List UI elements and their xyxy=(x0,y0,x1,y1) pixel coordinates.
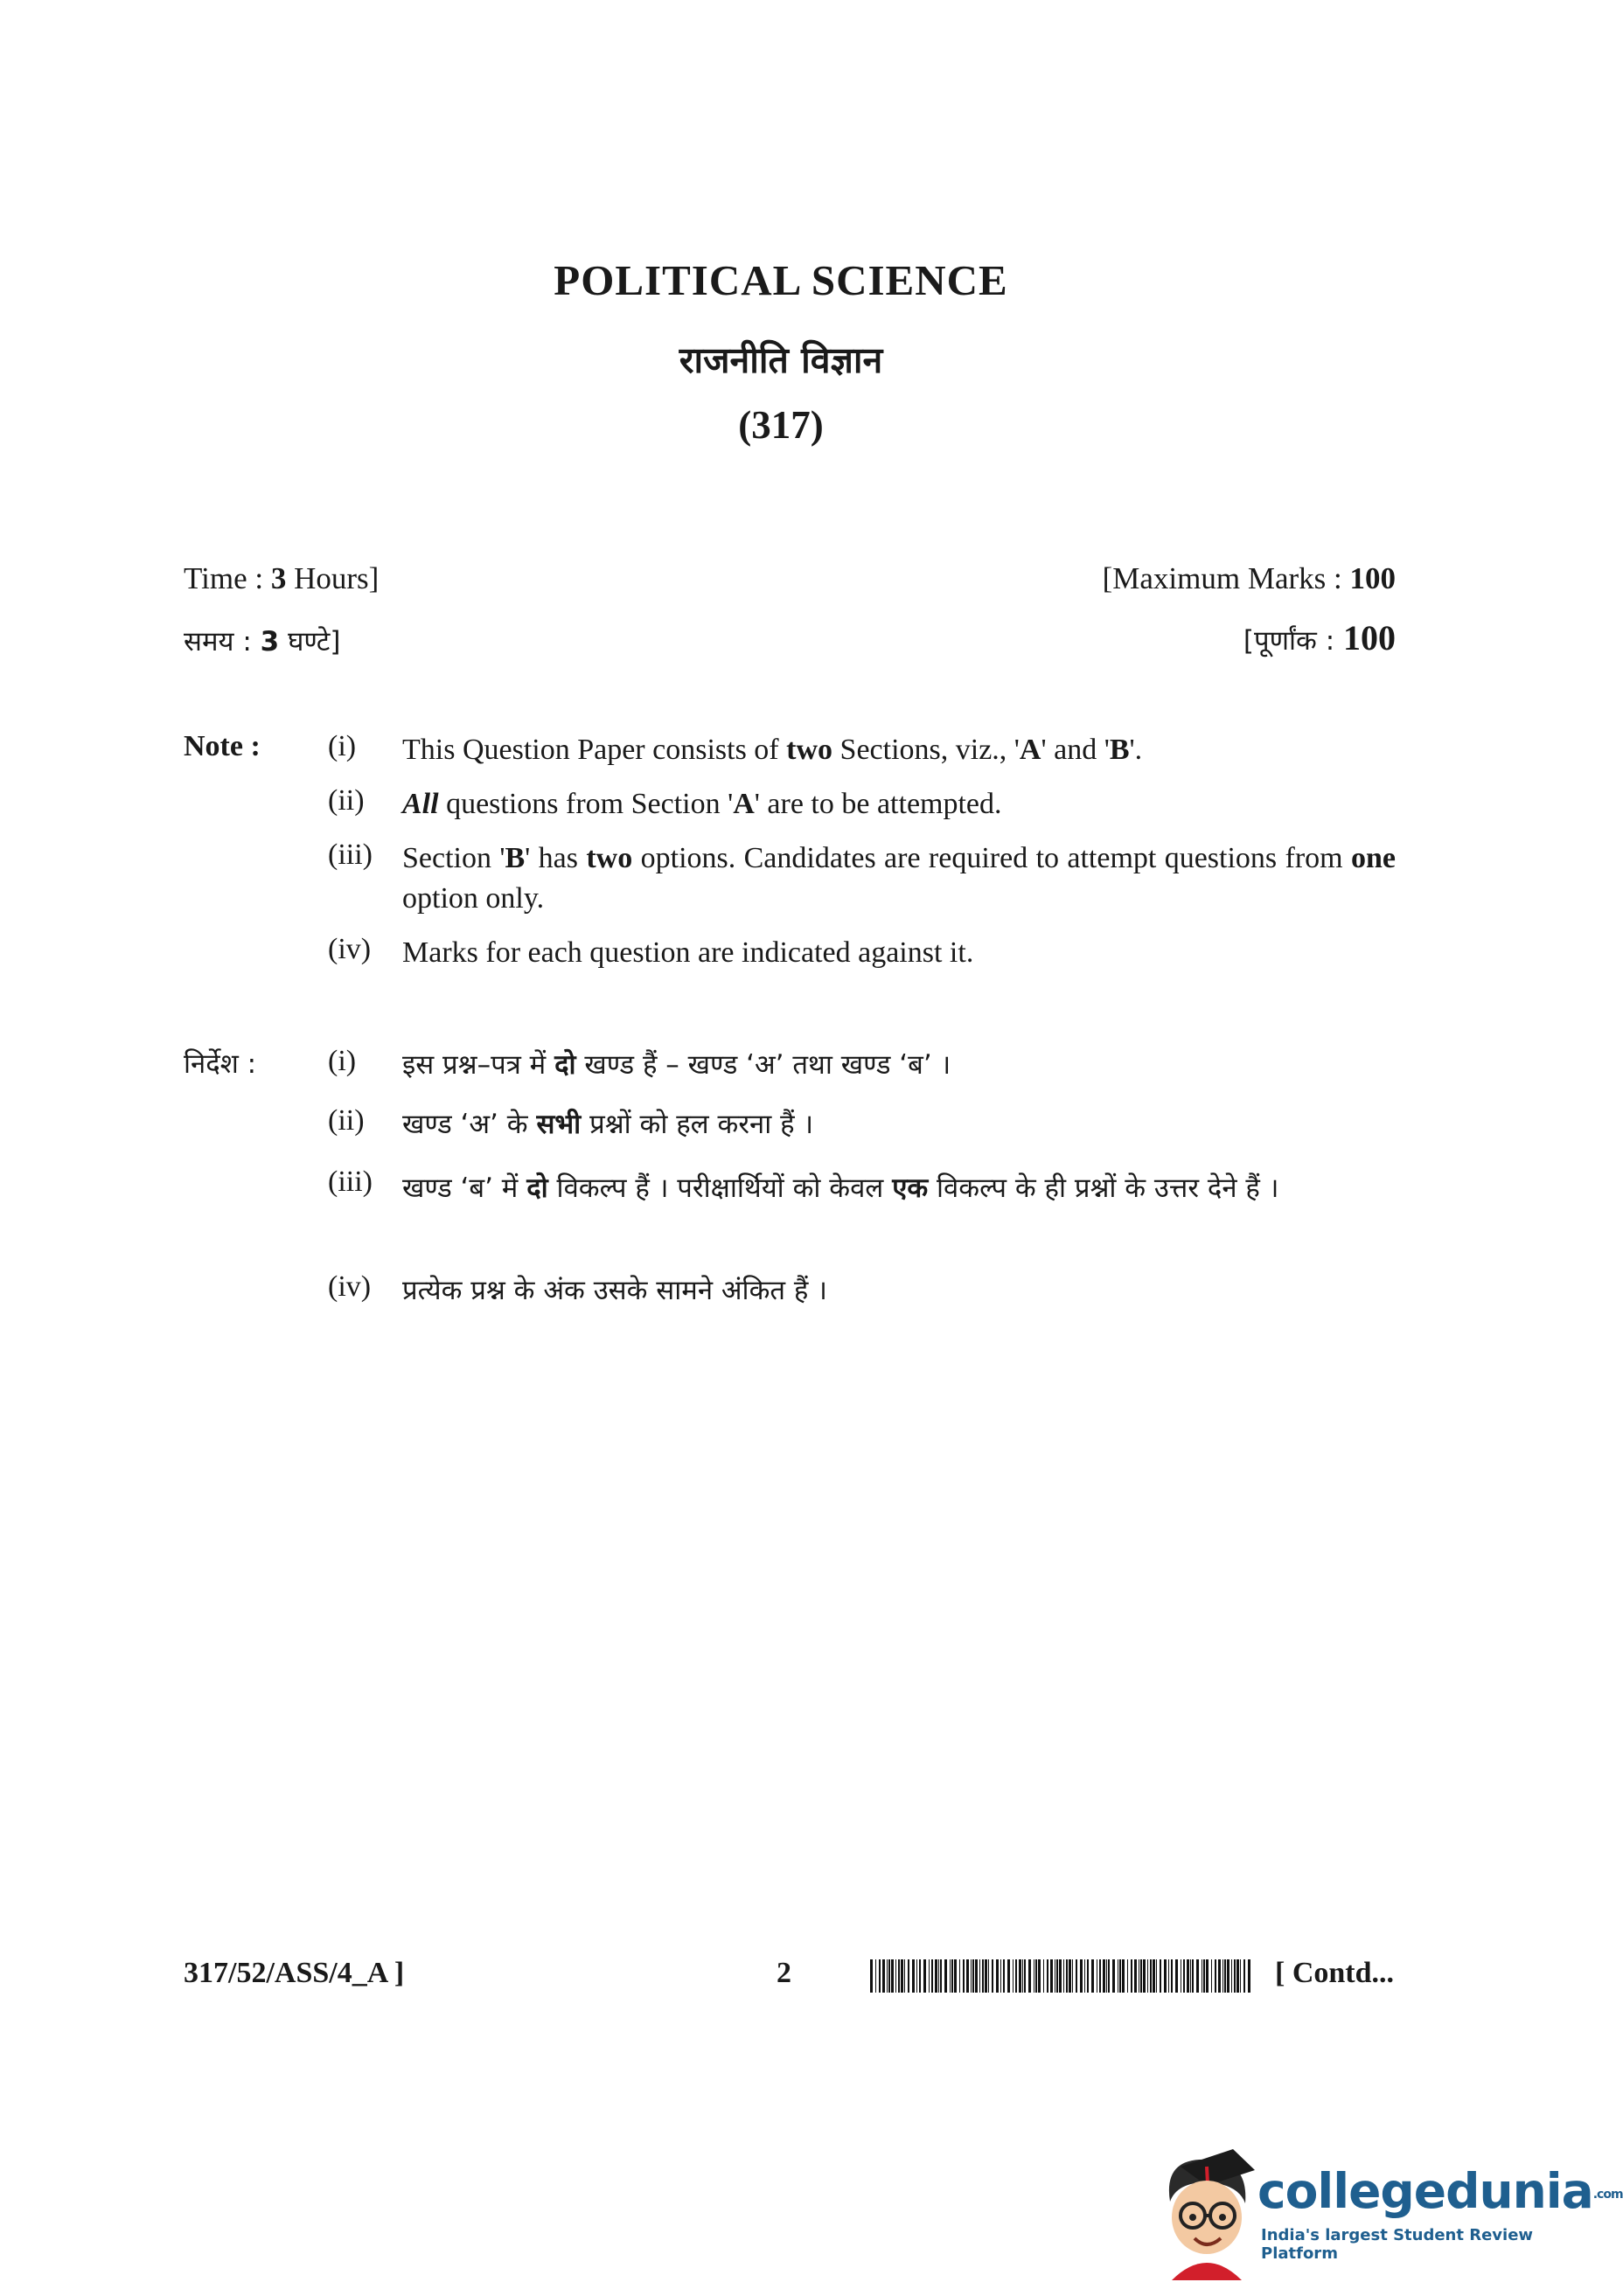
note-num: (iv) xyxy=(328,933,372,965)
collegedunia-logo xyxy=(1154,2133,1623,2282)
note-row xyxy=(184,730,1396,784)
note-num: (i) xyxy=(328,1045,357,1077)
note-row xyxy=(184,1104,1396,1165)
note-text: All questions from Section 'A' are to be attempted. xyxy=(402,788,1002,820)
note-num: (ii) xyxy=(328,1104,365,1137)
note-row xyxy=(184,933,1396,987)
note-row xyxy=(184,1270,1396,1323)
note-num: (ii) xyxy=(328,784,365,817)
time-label-hi: समय : xyxy=(184,626,261,657)
note-label: Note : xyxy=(184,730,261,762)
note-row xyxy=(184,784,1396,838)
marks-value-hi: 100 xyxy=(1343,618,1396,657)
note-num: (iii) xyxy=(328,838,373,871)
contd-label: [ Contd... xyxy=(1275,1957,1395,1989)
note-row xyxy=(184,1165,1396,1270)
note-row xyxy=(184,838,1396,933)
marks-value: 100 xyxy=(1349,561,1396,595)
time-hindi xyxy=(184,623,341,659)
paper-title-english: POLITICAL SCIENCE xyxy=(554,256,1008,304)
logo-wordmark: collegedunia.com xyxy=(1257,2163,1623,2219)
max-marks-hindi xyxy=(1243,617,1396,658)
note-num: (iii) xyxy=(328,1165,373,1198)
paper-title-hindi: राजनीति विज्ञान xyxy=(679,339,883,381)
note-text: खण्ड ‘ब’ में दो विकल्प हैं । परीक्षार्थियों को केवल एक विकल्प के ही प्रश्नों के उत्तर देने हैं । xyxy=(402,1172,1279,1204)
time-label: Time : xyxy=(184,561,271,595)
time-value-hi: 3 xyxy=(260,626,280,657)
time-unit: Hours] xyxy=(286,561,380,595)
note-label-hi: निर्देश : xyxy=(184,1048,257,1080)
note-text: Section 'B' has two options. Candidates are required to attempt questions from one option only. xyxy=(402,842,1396,915)
note-hindi xyxy=(184,1045,1396,1323)
note-text: Marks for each question are indicated against it. xyxy=(402,936,974,969)
note-english xyxy=(184,730,1396,987)
note-row xyxy=(184,1045,1396,1104)
marks-label-hi: [पूर्णांक : xyxy=(1243,625,1343,657)
max-marks-english xyxy=(1103,561,1396,596)
note-text: इस प्रश्न–पत्र में दो खण्ड हैं – खण्ड ‘अ’ तथा खण्ड ‘ब’ । xyxy=(402,1049,951,1081)
page-number: 2 xyxy=(777,1957,791,1989)
paper-code: (317) xyxy=(738,403,824,447)
note-num: (i) xyxy=(328,730,357,762)
marks-label: [Maximum Marks : xyxy=(1102,561,1350,595)
time-unit-hi: घण्टे] xyxy=(279,626,341,657)
footer-paper-code: 317/52/ASS/4_A ] xyxy=(184,1957,405,1989)
note-text: खण्ड ‘अ’ के सभी प्रश्नों को हल करना हैं । xyxy=(402,1109,814,1140)
note-text: This Question Paper consists of two Sections, viz., 'A' and 'B'. xyxy=(402,734,1143,766)
time-english xyxy=(184,561,379,596)
student-mascot-icon xyxy=(1154,2140,1259,2282)
note-text: प्रत्येक प्रश्न के अंक उसके सामने अंकित हैं । xyxy=(402,1275,827,1306)
note-num: (iv) xyxy=(328,1270,372,1303)
barcode-icon xyxy=(870,1959,1251,1993)
time-value: 3 xyxy=(270,561,287,595)
logo-tagline: India's largest Student Review Platform xyxy=(1261,2226,1534,2263)
